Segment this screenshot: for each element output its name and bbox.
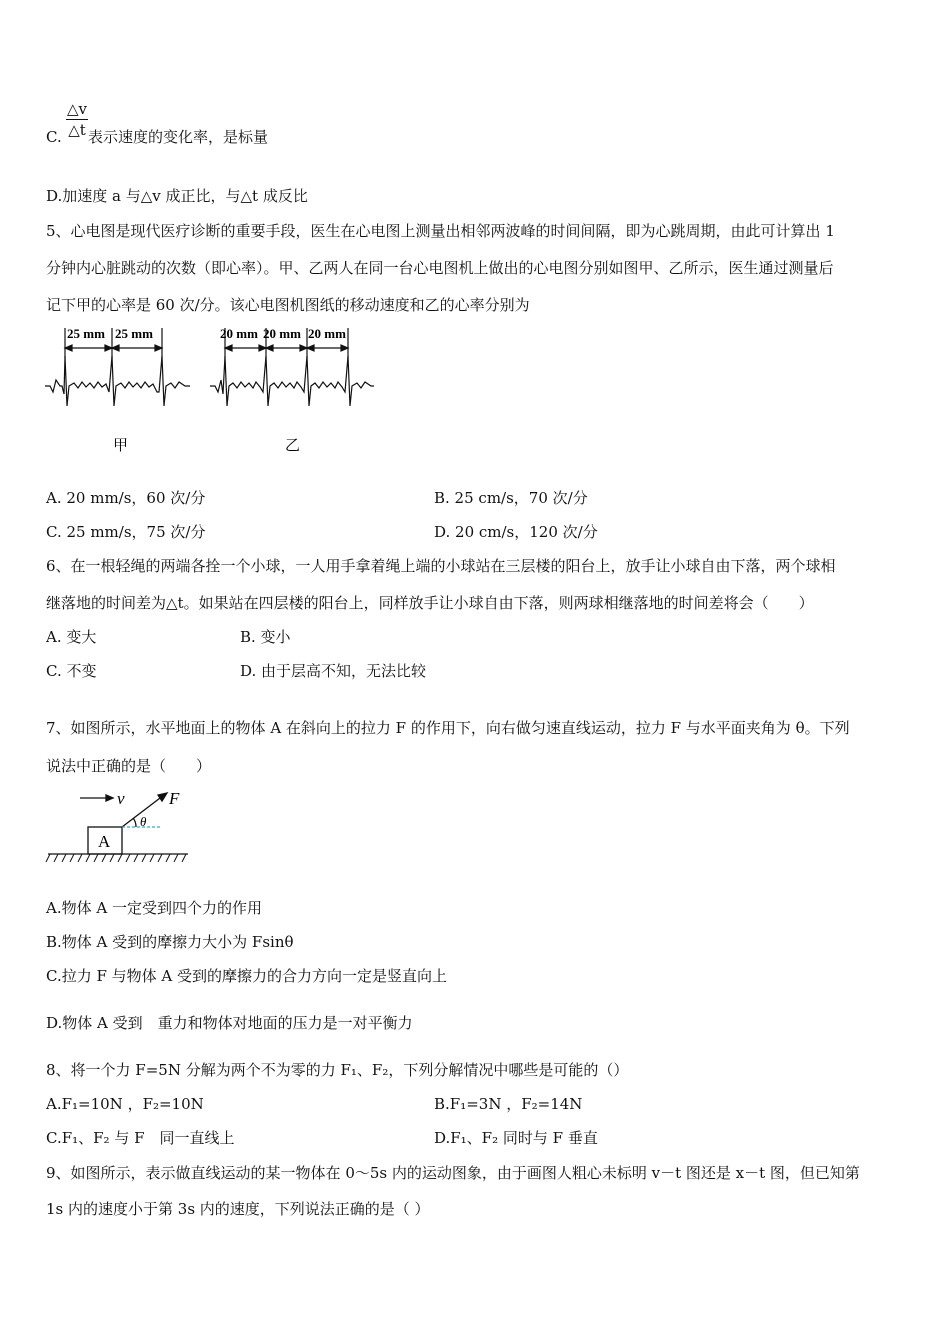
q9-stem-line1: 9、如图所示，表示做直线运动的某一物体在 0～5s 内的运动图象，由于画图人粗心未标明 v－t 图还是 x－t 图，但已知第 — [46, 1164, 860, 1182]
q9-stem-line2: 1s 内的速度小于第 3s 内的速度，下列说法正确的是（ ） — [46, 1200, 430, 1218]
q6-option-c: C. 不变 — [46, 662, 97, 680]
q8-option-b: B.F₁=3N ，F₂=14N — [434, 1095, 583, 1113]
q5-option-a: A. 20 mm/s，60 次/分 — [46, 489, 206, 507]
yi-label: 乙 — [285, 438, 301, 454]
q5-stem-line1: 5、心电图是现代医疗诊断的重要手段，医生在心电图上测量出相邻两波峰的时间间隔，即为心跳周期，由此可计算出 1 — [46, 222, 835, 240]
yi-dim-3: 20 mm — [308, 326, 346, 341]
q6-stem-line2: 继落地的时间差为△t。如果站在四层楼的阳台上，同样放手让小球自由下落，则两球相继落地的时间差将会（ ） — [46, 594, 814, 612]
q4-option-c-text: 表示速度的变化率，是标量 — [88, 128, 269, 146]
block-force-figure — [44, 785, 194, 870]
yi-dim-1: 20 mm — [220, 326, 258, 341]
q7-option-d: D.物体 A 受到 重力和物体对地面的压力是一对平衡力 — [46, 1014, 413, 1032]
ecg-figure — [40, 320, 385, 460]
jia-label: 甲 — [113, 438, 129, 454]
fraction-denominator: △t — [68, 121, 86, 139]
q4-option-c-prefix: C. — [46, 128, 62, 146]
q8-option-d: D.F₁、F₂ 同时与 F 垂直 — [434, 1129, 598, 1147]
jia-dim-1: 25 mm — [67, 326, 105, 341]
q7-option-a: A.物体 A 一定受到四个力的作用 — [46, 899, 262, 917]
q6-stem-line1: 6、在一根轻绳的两端各拴一个小球，一人用手拿着绳上端的小球站在三层楼的阳台上，放手让小球自由下落，两个球相 — [46, 557, 836, 575]
q5-option-c: C. 25 mm/s，75 次/分 — [46, 523, 206, 541]
q5-stem-line2: 分钟内心脏跳动的次数（即心率）。甲、乙两人在同一台心电图机上做出的心电图分别如图甲、乙所示，医生通过测量后 — [46, 259, 834, 277]
q6-option-d: D. 由于层高不知，无法比较 — [240, 662, 427, 680]
q4-option-d: D.加速度 a 与△v 成正比，与△t 成反比 — [46, 187, 308, 205]
fraction-delta-v-over-delta-t — [66, 100, 88, 139]
q7-option-b: B.物体 A 受到的摩擦力大小为 Fsinθ — [46, 933, 294, 951]
q6-option-b: B. 变小 — [240, 628, 291, 646]
q5-stem-line3: 记下甲的心率是 60 次/分。该心电图机图纸的移动速度和乙的心率分别为 — [46, 296, 530, 314]
q7-stem-line2: 说法中正确的是（ ） — [46, 757, 212, 775]
fraction-bar — [66, 119, 88, 120]
q8-stem: 8、将一个力 F=5N 分解为两个不为零的力 F₁、F₂，下列分解情况中哪些是可能的（） — [46, 1061, 629, 1079]
velocity-label: v — [117, 789, 125, 808]
q7-option-c: C.拉力 F 与物体 A 受到的摩擦力的合力方向一定是竖直向上 — [46, 967, 448, 985]
jia-dim-2: 25 mm — [115, 326, 153, 341]
ecg-trace-yi — [210, 356, 374, 406]
force-label: F — [169, 789, 180, 808]
q8-option-c: C.F₁、F₂ 与 F 同一直线上 — [46, 1129, 235, 1147]
block-label: A — [98, 832, 111, 851]
ecg-trace-jia — [45, 356, 190, 406]
q6-option-a: A. 变大 — [46, 628, 97, 646]
fraction-numerator: △v — [66, 100, 87, 118]
q5-option-b: B. 25 cm/s，70 次/分 — [434, 489, 588, 507]
q5-option-d: D. 20 cm/s，120 次/分 — [434, 523, 598, 541]
yi-dim-2: 20 mm — [263, 326, 301, 341]
angle-label: θ — [140, 814, 147, 829]
q8-option-a: A.F₁=10N ，F₂=10N — [46, 1095, 204, 1113]
q7-stem-line1: 7、如图所示，水平地面上的物体 A 在斜向上的拉力 F 的作用下，向右做匀速直线运动，拉力 F 与水平面夹角为 θ。下列 — [46, 719, 850, 737]
